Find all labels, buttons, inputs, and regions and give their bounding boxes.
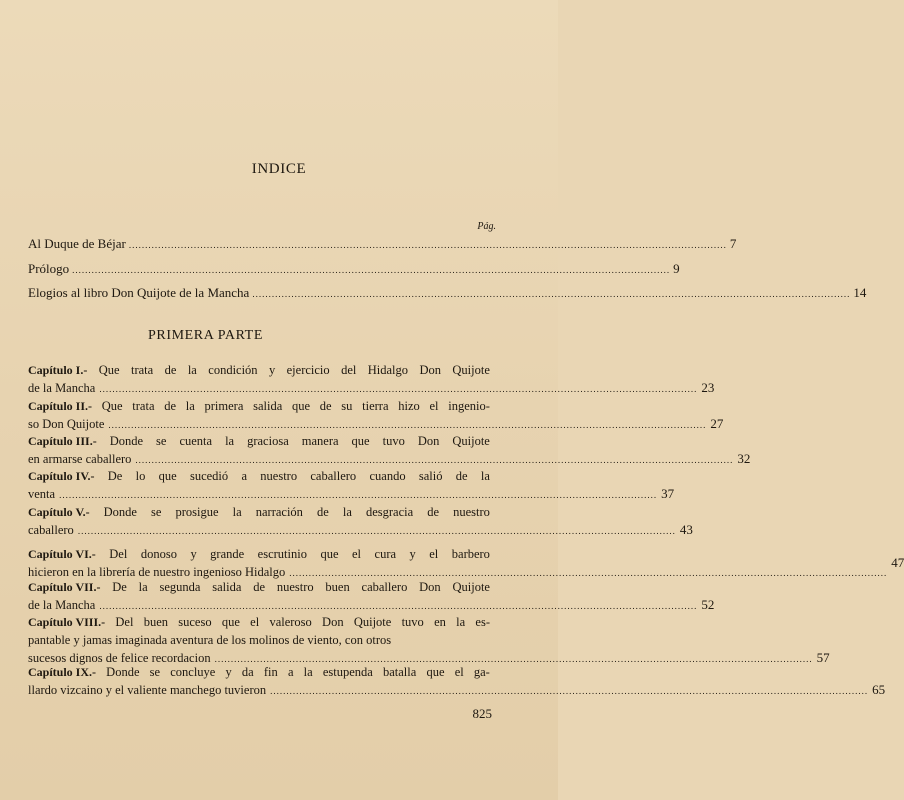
chapter-word: barbero — [451, 547, 490, 561]
chapter-word: trata — [132, 399, 155, 413]
chapter-page: 57 — [816, 650, 830, 665]
chapter-entry[interactable] — [28, 578, 715, 614]
chapter-word: Don — [417, 434, 440, 448]
toc-entry[interactable] — [28, 285, 867, 303]
chapter-first-line — [28, 397, 490, 415]
leader-dots — [78, 522, 676, 540]
chapter-text: de la Mancha — [28, 381, 96, 395]
chapter-word: Del — [115, 615, 134, 629]
chapter-label: Capítulo VIII.- — [28, 615, 106, 629]
chapter-word: el — [352, 547, 362, 561]
chapter-word: Donde — [103, 505, 137, 519]
chapter-word: primera — [204, 399, 244, 413]
chapter-word: Don — [322, 615, 344, 629]
chapter-word: la — [185, 399, 195, 413]
chapter-page: 47 — [891, 555, 904, 570]
chapter-word: nuestro — [453, 505, 490, 519]
chapter-word: caballero — [310, 469, 357, 483]
chapter-word: buen — [325, 580, 350, 594]
chapter-word: ga- — [473, 665, 490, 679]
page-column-label: Pág. — [477, 221, 496, 232]
chapter-word: desgracia — [365, 505, 414, 519]
chapter-word: escrutinio — [257, 547, 307, 561]
chapter-word: que — [158, 469, 177, 483]
chapter-word: en — [434, 615, 446, 629]
chapter-word: De — [112, 580, 127, 594]
chapter-word: Hidalgo — [367, 363, 409, 377]
chapter-first-line — [28, 503, 490, 521]
chapter-word: se — [149, 665, 161, 679]
chapter-word: grande — [210, 547, 245, 561]
chapter-word: ingenio- — [448, 399, 490, 413]
chapter-word: de — [253, 580, 266, 594]
chapter-word: el — [429, 547, 439, 561]
chapter-word: De — [107, 469, 123, 483]
chapter-word: suceso — [178, 615, 212, 629]
chapter-word: prosigue — [175, 505, 219, 519]
chapter-page: 27 — [710, 416, 724, 431]
chapter-word: manera — [301, 434, 339, 448]
chapter-word: que — [426, 665, 445, 679]
chapter-word: Donde — [109, 434, 144, 448]
chapter-text: caballero — [28, 523, 74, 537]
chapter-word: del — [341, 363, 357, 377]
page-number: 825 — [472, 706, 492, 721]
chapter-word: la — [138, 580, 148, 594]
chapter-word: la — [480, 469, 490, 483]
chapter-word: y — [190, 547, 197, 561]
chapter-word: Don — [419, 363, 441, 377]
chapter-word: cura — [374, 547, 397, 561]
chapter-word: la — [456, 615, 466, 629]
chapter-page: 43 — [679, 522, 693, 537]
chapter-first-line — [28, 467, 490, 485]
chapter-word: nuestro — [260, 469, 298, 483]
chapter-page: 32 — [737, 451, 751, 466]
leader-dots — [270, 682, 868, 700]
chapter-word: hizo — [398, 399, 420, 413]
chapter-label: Capítulo III.- — [28, 434, 97, 448]
chapter-word: Que — [98, 363, 120, 377]
leader-dots — [129, 240, 727, 250]
chapter-word: el — [454, 665, 464, 679]
chapter-word: graciosa — [247, 434, 289, 448]
chapter-entry[interactable] — [28, 663, 886, 699]
chapter-first-line — [28, 432, 490, 450]
chapter-word: salida — [212, 580, 242, 594]
toc-entry-page: 7 — [729, 236, 737, 251]
chapter-first-line — [28, 545, 490, 563]
chapter-word: nuestro — [276, 580, 314, 594]
chapter-word: a — [287, 665, 294, 679]
chapter-page: 23 — [701, 380, 715, 395]
chapter-word: salida — [253, 399, 283, 413]
chapter-word: a — [241, 469, 247, 483]
chapter-word: de — [455, 469, 468, 483]
chapter-word: salió — [418, 469, 443, 483]
chapter-word: su — [341, 399, 353, 413]
chapter-page: 37 — [661, 486, 675, 501]
chapter-word: narración — [255, 505, 303, 519]
chapter-text: venta — [28, 487, 56, 501]
chapter-label: Capítulo V.- — [28, 505, 90, 519]
chapter-first-line — [28, 361, 490, 379]
chapter-word: lo — [135, 469, 146, 483]
chapter-word: Quijote — [452, 363, 490, 377]
chapter-word: de — [164, 399, 177, 413]
chapter-word: buen — [143, 615, 169, 629]
chapter-first-line — [28, 578, 490, 596]
toc-entry-text: Prólogo — [28, 261, 70, 276]
chapter-word: que — [351, 434, 370, 448]
chapter-word: estupenda — [322, 665, 373, 679]
chapter-word: Don — [419, 580, 441, 594]
chapter-word: de — [427, 505, 440, 519]
chapter-word: cuenta — [179, 434, 213, 448]
chapter-text: de la Mancha — [28, 598, 96, 612]
chapter-line — [28, 485, 675, 503]
chapter-label: Capítulo II.- — [28, 399, 93, 413]
chapter-word: y — [268, 363, 276, 377]
chapter-word: la — [232, 505, 242, 519]
chapter-text: so Don Quijote — [28, 417, 105, 431]
chapter-word: batalla — [382, 665, 417, 679]
chapter-word: concluye — [170, 665, 216, 679]
chapter-entry[interactable] — [28, 397, 724, 433]
toc-entry[interactable] — [28, 236, 737, 254]
chapter-line — [28, 596, 715, 614]
chapter-first-line — [28, 663, 490, 681]
chapter-word: que — [291, 399, 311, 413]
page-title: INDICE — [251, 161, 307, 177]
chapter-word: Quijote — [452, 434, 490, 448]
chapter-word: el — [250, 615, 260, 629]
toc-entry-text: Elogios al libro Don Quijote de la Mancha — [28, 285, 250, 300]
chapter-word: la — [342, 505, 352, 519]
chapter-line — [28, 521, 693, 539]
chapter-page: 52 — [701, 597, 715, 612]
chapter-word: Donde — [106, 665, 140, 679]
chapter-word: Del — [109, 547, 128, 561]
chapter-word: tuvo — [382, 434, 405, 448]
chapter-entry[interactable] — [28, 467, 675, 503]
chapter-label: Capítulo VII.- — [28, 580, 101, 594]
chapter-word: Quijote — [353, 615, 392, 629]
chapter-word: donoso — [140, 547, 177, 561]
chapter-word: de — [317, 505, 329, 519]
chapter-word: sucedió — [189, 469, 229, 483]
chapter-label: Capítulo I.- — [28, 363, 88, 377]
chapter-first-line — [28, 613, 490, 631]
chapter-word: ejercicio — [286, 363, 330, 377]
chapter-entry[interactable] — [28, 613, 830, 667]
leader-dots — [99, 380, 697, 398]
chapter-label: Capítulo IX.- — [28, 665, 97, 679]
chapter-word: Quijote — [452, 580, 490, 594]
toc-entry-text: Al Duque de Béjar — [28, 236, 126, 251]
chapter-entry[interactable] — [28, 545, 904, 581]
chapter-line — [28, 631, 490, 649]
chapter-word: segunda — [159, 580, 201, 594]
chapter-word: condición — [208, 363, 258, 377]
chapter-text: hicieron en la librería de nuestro ingenioso Hidalgo — [28, 565, 286, 579]
chapter-text: en armarse caballero — [28, 452, 132, 466]
chapter-label: Capítulo VI.- — [28, 547, 96, 561]
chapter-word: de — [319, 399, 332, 413]
chapter-word: cuando — [369, 469, 406, 483]
chapter-word: tuvo — [401, 615, 424, 629]
chapter-text: llardo vizcaino y el valiente manchego tuvieron — [28, 683, 267, 697]
chapter-word: y — [225, 665, 232, 679]
chapter-word: trata — [130, 363, 154, 377]
chapter-word: que — [221, 615, 240, 629]
chapter-word: se — [151, 505, 162, 519]
chapter-page: 65 — [872, 682, 886, 697]
chapter-word: y — [409, 547, 416, 561]
chapter-word: que — [320, 547, 339, 561]
chapter-word: valeroso — [269, 615, 312, 629]
chapter-word: da — [241, 665, 254, 679]
chapter-text: pantable y jamas imaginada aventura de los molinos de viento, con otros — [28, 633, 392, 647]
chapter-line — [28, 450, 751, 468]
chapter-word: es- — [475, 615, 490, 629]
chapter-word: fin — [263, 665, 278, 679]
toc-entry-page: 9 — [673, 261, 680, 276]
chapter-line — [28, 415, 724, 433]
leader-dots — [252, 289, 850, 299]
leader-dots — [72, 265, 670, 275]
chapter-label: Capítulo IV.- — [28, 469, 95, 483]
chapter-word: de — [164, 363, 177, 377]
leader-dots — [59, 486, 657, 504]
chapter-word: el — [429, 399, 439, 413]
chapter-entry[interactable] — [28, 503, 693, 539]
chapter-word: se — [156, 434, 167, 448]
toc-entry-page: 14 — [853, 285, 867, 300]
chapter-entry[interactable] — [28, 361, 715, 397]
chapter-word: tierra — [362, 399, 389, 413]
toc-entry[interactable] — [28, 261, 680, 279]
chapter-entry[interactable] — [28, 432, 751, 468]
chapter-line — [28, 681, 886, 699]
chapter-word: la — [303, 665, 313, 679]
chapter-word: la — [187, 363, 197, 377]
chapter-word: caballero — [361, 580, 408, 594]
section-title: PRIMERA PARTE — [148, 328, 263, 343]
chapter-word: Que — [101, 399, 123, 413]
chapter-word: la — [225, 434, 235, 448]
chapter-text: sucesos dignos de felice recordacion — [28, 651, 211, 665]
chapter-line — [28, 379, 715, 397]
